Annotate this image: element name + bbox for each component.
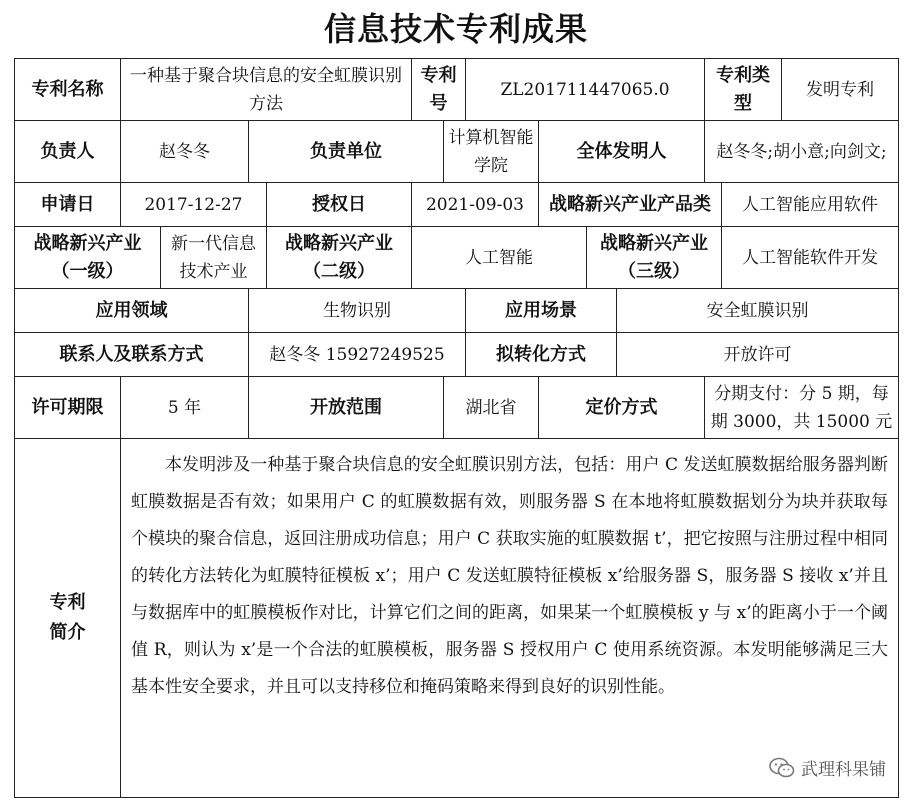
value-contact: 赵冬冬 15927249525 bbox=[249, 333, 466, 377]
value-open-scope: 湖北省 bbox=[444, 377, 539, 439]
label-contact: 联系人及联系方式 bbox=[15, 333, 249, 377]
label-patent-type: 专利类型 bbox=[705, 59, 782, 121]
row-intro bbox=[15, 439, 899, 798]
row-contact bbox=[15, 333, 899, 377]
row-responsible bbox=[15, 121, 899, 183]
value-industry-level-3: 人工智能软件开发 bbox=[722, 227, 899, 289]
value-industry-level-1: 新一代信息技术产业 bbox=[161, 227, 267, 289]
label-industry-level-1: 战略新兴产业（一级） bbox=[15, 227, 161, 289]
row-industry-levels bbox=[15, 227, 899, 289]
label-application-scenario: 应用场景 bbox=[466, 289, 617, 333]
value-application-scenario: 安全虹膜识别 bbox=[617, 289, 899, 333]
value-grant-date: 2021-09-03 bbox=[412, 183, 539, 227]
intro-cell bbox=[121, 439, 899, 798]
intro-text: 本发明涉及一种基于聚合块信息的安全虹膜识别方法，包括：用户 C 发送虹膜数据给服务器判断虹膜数据是否有效；如果用户 C 的虹膜数据有效，则服务器 S 在本地将虹膜数据划分为块并获取每个模块的聚合信息，返回注册成功信息；用户 C 获取实施的虹膜数据 t’，把它按照与注册过程中相同的转化方法转化为虹膜特征模板 x’；用户 C 发送虹膜特征模板 x’给服务器 S，服务器 S 接收 x’并且与数据库中的虹膜模板作对比，计算它们之间的距离，如果某一个虹膜模板 y 与 x’的距离小于一个阈值 R，则认为 x’是一个合法的虹膜模板，服务器 S 授权用户 C 使用系统资源。本发明能够满足三大基本性安全要求，并且可以支持移位和掩码策略来得到良好的识别性能。 bbox=[131, 455, 888, 697]
label-all-inventors: 全体发明人 bbox=[539, 121, 705, 183]
value-patent-number: ZL201711447065.0 bbox=[466, 59, 705, 121]
value-responsible-unit: 计算机智能学院 bbox=[444, 121, 539, 183]
row-application bbox=[15, 289, 899, 333]
label-grant-date: 授权日 bbox=[267, 183, 412, 227]
value-application-date: 2017-12-27 bbox=[121, 183, 267, 227]
value-product-category: 人工智能应用软件 bbox=[722, 183, 899, 227]
value-license-period: 5 年 bbox=[121, 377, 249, 439]
wechat-icon bbox=[769, 757, 795, 779]
value-patent-name: 一种基于聚合块信息的安全虹膜识别方法 bbox=[121, 59, 412, 121]
value-all-inventors: 赵冬冬;胡小意;向剑文; bbox=[705, 121, 899, 183]
label-product-category: 战略新兴产业产品类 bbox=[539, 183, 722, 227]
label-intro: 专利简介 bbox=[15, 439, 121, 798]
value-patent-type: 发明专利 bbox=[782, 59, 899, 121]
value-pricing-method: 分期支付：分 5 期，每期 3000，共 15000 元 bbox=[705, 377, 899, 439]
label-license-period: 许可期限 bbox=[15, 377, 121, 439]
patent-info-table bbox=[14, 58, 899, 798]
label-transfer-method: 拟转化方式 bbox=[466, 333, 617, 377]
page-title: 信息技术专利成果 bbox=[323, 10, 588, 48]
value-application-field: 生物识别 bbox=[249, 289, 466, 333]
label-responsible-unit: 负责单位 bbox=[249, 121, 444, 183]
row-patent-name bbox=[15, 59, 899, 121]
value-responsible-person: 赵冬冬 bbox=[121, 121, 249, 183]
label-patent-name: 专利名称 bbox=[15, 59, 121, 121]
value-industry-level-2: 人工智能 bbox=[412, 227, 587, 289]
label-responsible-person: 负责人 bbox=[15, 121, 121, 183]
label-industry-level-2: 战略新兴产业（二级） bbox=[267, 227, 412, 289]
label-industry-level-3: 战略新兴产业（三级） bbox=[587, 227, 722, 289]
label-pricing-method: 定价方式 bbox=[539, 377, 705, 439]
row-license bbox=[15, 377, 899, 439]
value-transfer-method: 开放许可 bbox=[617, 333, 899, 377]
watermark-text: 武理科果铺 bbox=[801, 760, 886, 780]
label-application-date: 申请日 bbox=[15, 183, 121, 227]
label-application-field: 应用领域 bbox=[15, 289, 249, 333]
watermark bbox=[765, 755, 890, 780]
row-dates bbox=[15, 183, 899, 227]
label-open-scope: 开放范围 bbox=[249, 377, 444, 439]
label-patent-number: 专利号 bbox=[412, 59, 466, 121]
